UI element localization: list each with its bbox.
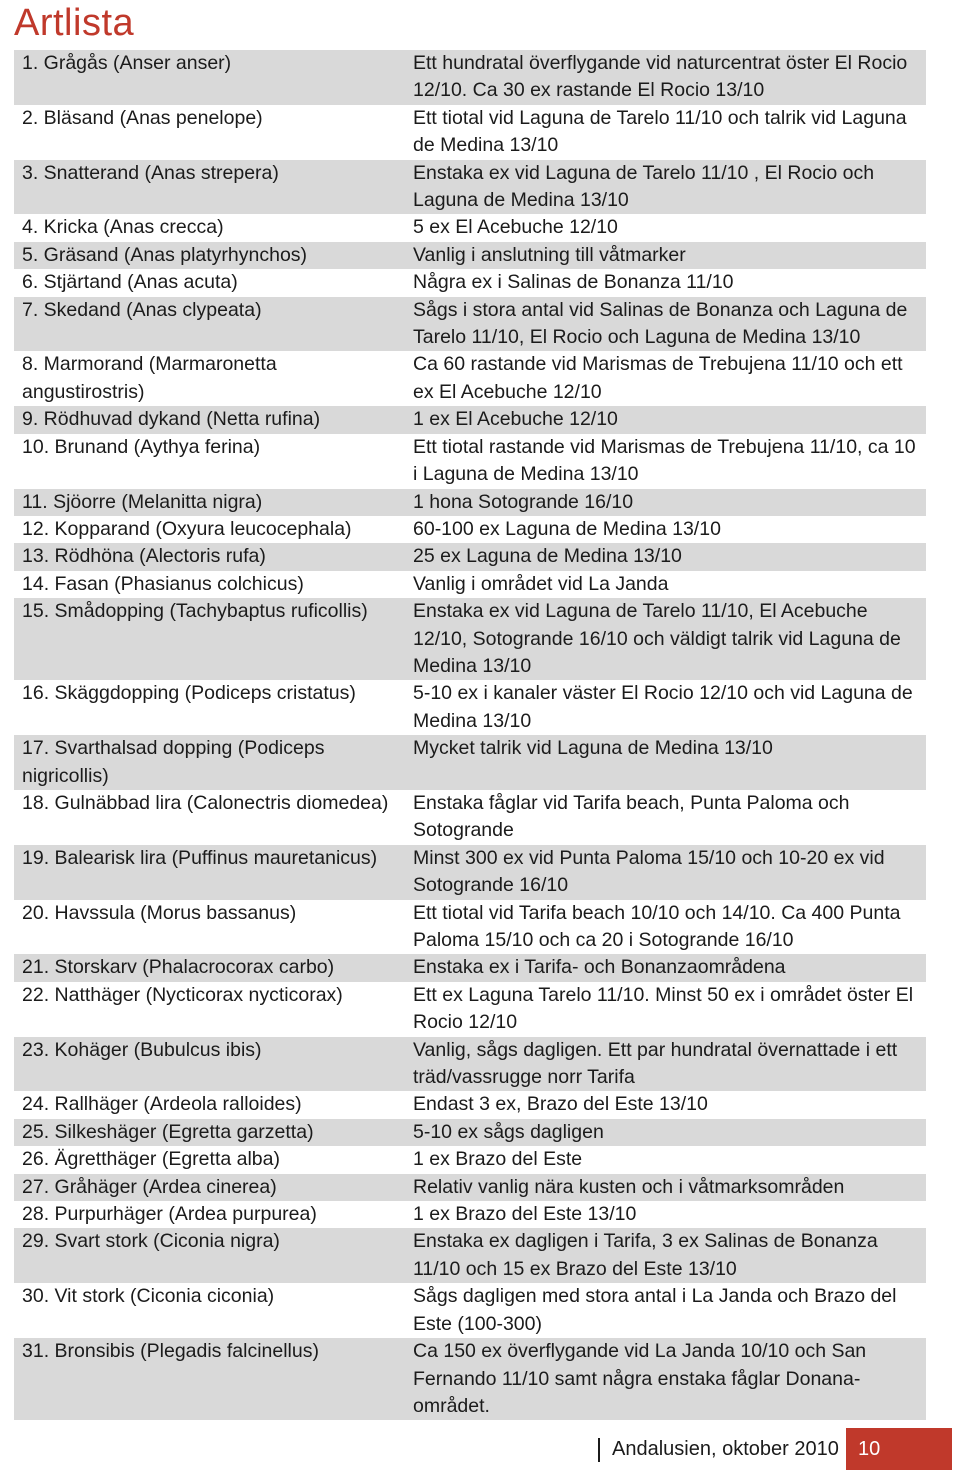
page-footer	[598, 1428, 952, 1470]
observation-note: Enstaka ex vid Laguna de Tarelo 11/10 , El Rocio och Laguna de Medina 13/10	[405, 160, 926, 215]
table-row	[14, 982, 926, 1037]
species-name: 18. Gulnäbbad lira (Calonectris diomedea)	[14, 790, 405, 845]
table-row	[14, 954, 926, 981]
table-row	[14, 434, 926, 489]
observation-note: Ett tiotal vid Tarifa beach 10/10 och 14/10. Ca 400 Punta Paloma 15/10 och ca 20 i Sotogrande 16/10	[405, 900, 926, 955]
table-row	[14, 571, 926, 598]
observation-note: Sågs i stora antal vid Salinas de Bonanza och Laguna de Tarelo 11/10, El Rocio och Laguna de Medina 13/10	[405, 297, 926, 352]
species-name: 27. Gråhäger (Ardea cinerea)	[14, 1174, 405, 1201]
species-name: 11. Sjöorre (Melanitta nigra)	[14, 489, 405, 516]
table-row	[14, 105, 926, 160]
observation-note: Relativ vanlig nära kusten och i våtmarksområden	[405, 1174, 926, 1201]
species-name: 3. Snatterand (Anas strepera)	[14, 160, 405, 215]
observation-note: Enstaka ex vid Laguna de Tarelo 11/10, El Acebuche 12/10, Sotogrande 16/10 och väldigt talrik vid Laguna de Medina 13/10	[405, 598, 926, 680]
species-name: 31. Bronsibis (Plegadis falcinellus)	[14, 1338, 405, 1420]
observation-note: Mycket talrik vid Laguna de Medina 13/10	[405, 735, 926, 790]
table-row	[14, 680, 926, 735]
observation-note: Ett tiotal vid Laguna de Tarelo 11/10 och talrik vid Laguna de Medina 13/10	[405, 105, 926, 160]
page-title: Artlista	[14, 2, 135, 44]
table-row	[14, 351, 926, 406]
footer-separator	[598, 1438, 600, 1462]
species-name: 19. Balearisk lira (Puffinus mauretanicus)	[14, 845, 405, 900]
observation-note: Enstaka ex i Tarifa- och Bonanzaområdena	[405, 954, 926, 981]
observation-note: Endast 3 ex, Brazo del Este 13/10	[405, 1091, 926, 1118]
observation-note: Ca 60 rastande vid Marismas de Trebujena 11/10 och ett ex El Acebuche 12/10	[405, 351, 926, 406]
observation-note: Vanlig, sågs dagligen. Ett par hundratal övernattade i ett träd/vassrugge norr Tarifa	[405, 1037, 926, 1092]
observation-note: 1 ex El Acebuche 12/10	[405, 406, 926, 433]
table-row	[14, 269, 926, 296]
species-table-body	[14, 50, 926, 1420]
species-name: 17. Svarthalsad dopping (Podiceps nigricollis)	[14, 735, 405, 790]
species-name: 25. Silkeshäger (Egretta garzetta)	[14, 1119, 405, 1146]
species-name: 24. Rallhäger (Ardeola ralloides)	[14, 1091, 405, 1118]
table-row	[14, 214, 926, 241]
species-name: 21. Storskarv (Phalacrocorax carbo)	[14, 954, 405, 981]
observation-note: 5-10 ex i kanaler väster El Rocio 12/10 och vid Laguna de Medina 13/10	[405, 680, 926, 735]
observation-note: Enstaka ex dagligen i Tarifa, 3 ex Salinas de Bonanza 11/10 och 15 ex Brazo del Este 13/10	[405, 1228, 926, 1283]
table-row	[14, 160, 926, 215]
table-row	[14, 297, 926, 352]
table-row	[14, 1119, 926, 1146]
observation-note: Några ex i Salinas de Bonanza 11/10	[405, 269, 926, 296]
species-name: 1. Grågås (Anser anser)	[14, 50, 405, 105]
observation-note: Minst 300 ex vid Punta Paloma 15/10 och 10-20 ex vid Sotogrande 16/10	[405, 845, 926, 900]
species-name: 29. Svart stork (Ciconia nigra)	[14, 1228, 405, 1283]
species-name: 6. Stjärtand (Anas acuta)	[14, 269, 405, 296]
species-name: 12. Kopparand (Oxyura leucocephala)	[14, 516, 405, 543]
species-name: 20. Havssula (Morus bassanus)	[14, 900, 405, 955]
species-name: 30. Vit stork (Ciconia ciconia)	[14, 1283, 405, 1338]
observation-note: 25 ex Laguna de Medina 13/10	[405, 543, 926, 570]
table-row	[14, 1201, 926, 1228]
table-row	[14, 1228, 926, 1283]
observation-note: Vanlig i området vid La Janda	[405, 571, 926, 598]
table-row	[14, 598, 926, 680]
table-row	[14, 1146, 926, 1173]
observation-note: Sågs dagligen med stora antal i La Janda och Brazo del Este (100-300)	[405, 1283, 926, 1338]
observation-note: Ett tiotal rastande vid Marismas de Trebujena 11/10, ca 10 i Laguna de Medina 13/10	[405, 434, 926, 489]
observation-note: 60-100 ex Laguna de Medina 13/10	[405, 516, 926, 543]
species-name: 22. Natthäger (Nycticorax nycticorax)	[14, 982, 405, 1037]
observation-note: 1 ex Brazo del Este	[405, 1146, 926, 1173]
table-row	[14, 489, 926, 516]
observation-note: 1 hona Sotogrande 16/10	[405, 489, 926, 516]
observation-note: Enstaka fåglar vid Tarifa beach, Punta Paloma och Sotogrande	[405, 790, 926, 845]
species-name: 26. Ägretthäger (Egretta alba)	[14, 1146, 405, 1173]
footer-label: Andalusien, oktober 2010	[612, 1437, 839, 1460]
observation-note: 5 ex El Acebuche 12/10	[405, 214, 926, 241]
table-row	[14, 543, 926, 570]
species-name: 8. Marmorand (Marmaronetta angustirostris)	[14, 351, 405, 406]
observation-note: 1 ex Brazo del Este 13/10	[405, 1201, 926, 1228]
table-row	[14, 900, 926, 955]
species-name: 5. Gräsand (Anas platyrhynchos)	[14, 242, 405, 269]
species-name: 2. Bläsand (Anas penelope)	[14, 105, 405, 160]
table-row	[14, 242, 926, 269]
observation-note: Ett hundratal överflygande vid naturcentrat öster El Rocio 12/10. Ca 30 ex rastande El Rocio 13/10	[405, 50, 926, 105]
table-row	[14, 1338, 926, 1420]
species-name: 28. Purpurhäger (Ardea purpurea)	[14, 1201, 405, 1228]
table-row	[14, 1174, 926, 1201]
species-name: 9. Rödhuvad dykand (Netta rufina)	[14, 406, 405, 433]
observation-note: 5-10 ex sågs dagligen	[405, 1119, 926, 1146]
table-row	[14, 1037, 926, 1092]
table-row	[14, 735, 926, 790]
table-row	[14, 50, 926, 105]
table-row	[14, 1283, 926, 1338]
page-number-badge: 10	[846, 1428, 952, 1470]
observation-note: Vanlig i anslutning till våtmarker	[405, 242, 926, 269]
species-name: 7. Skedand (Anas clypeata)	[14, 297, 405, 352]
observation-note: Ca 150 ex överflygande vid La Janda 10/10 och San Fernando 11/10 samt några enstaka fåglar Donana-området.	[405, 1338, 926, 1420]
table-row	[14, 1091, 926, 1118]
table-row	[14, 845, 926, 900]
species-name: 15. Smådopping (Tachybaptus ruficollis)	[14, 598, 405, 680]
table-row	[14, 790, 926, 845]
species-table	[14, 50, 926, 1420]
species-name: 14. Fasan (Phasianus colchicus)	[14, 571, 405, 598]
species-name: 13. Rödhöna (Alectoris rufa)	[14, 543, 405, 570]
species-name: 23. Kohäger (Bubulcus ibis)	[14, 1037, 405, 1092]
species-name: 10. Brunand (Aythya ferina)	[14, 434, 405, 489]
observation-note: Ett ex Laguna Tarelo 11/10. Minst 50 ex i området öster El Rocio 12/10	[405, 982, 926, 1037]
table-row	[14, 516, 926, 543]
species-name: 16. Skäggdopping (Podiceps cristatus)	[14, 680, 405, 735]
table-row	[14, 406, 926, 433]
species-name: 4. Kricka (Anas crecca)	[14, 214, 405, 241]
